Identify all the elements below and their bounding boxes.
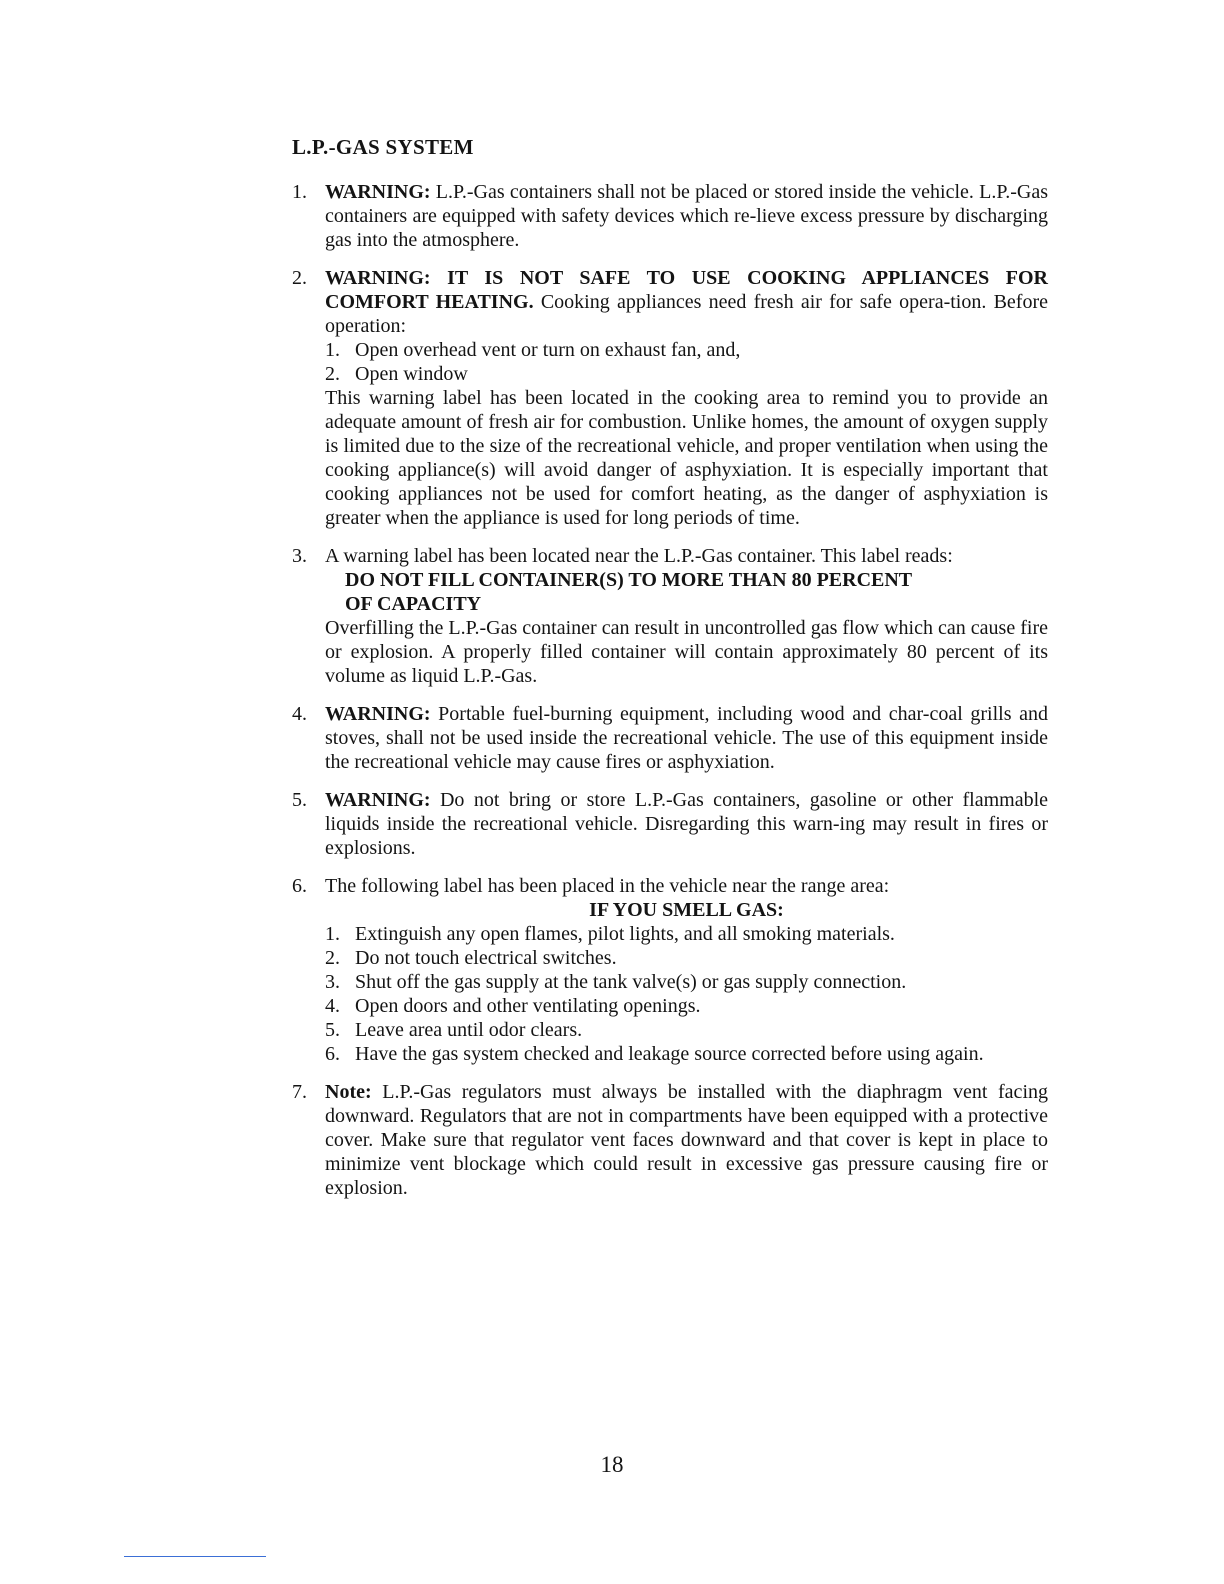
list-item-4 — [292, 702, 1048, 774]
sub-step-number: 1. — [325, 923, 340, 945]
list-item-7 — [292, 1080, 1048, 1200]
sub-step — [325, 338, 1048, 362]
item-label: WARNING: — [325, 789, 431, 811]
sub-step-text: Leave area until odor clears. — [355, 1019, 583, 1041]
item-text: The following label has been placed in the vehicle near the range area: — [325, 875, 890, 897]
sub-step — [325, 1018, 1048, 1042]
item-number: 2. — [292, 267, 307, 289]
item-label: WARNING: IT IS NOT SAFE TO USE COOKING APPLIANCES FOR COMFORT HEATING. — [325, 267, 1048, 313]
sub-step — [325, 1042, 1048, 1066]
sub-step-number: 2. — [325, 363, 340, 385]
warning-list — [292, 180, 1048, 1214]
page-number: 18 — [600, 1452, 624, 1477]
item-number: 5. — [292, 789, 307, 811]
sub-step — [325, 946, 1048, 970]
list-item-3 — [292, 544, 1048, 688]
section-heading: L.P.-GAS SYSTEM — [292, 135, 474, 159]
footer-rule — [124, 1556, 266, 1557]
sub-step-text: Shut off the gas supply at the tank valve(s) or gas supply connection. — [355, 971, 907, 993]
item-number: 4. — [292, 703, 307, 725]
sub-step — [325, 362, 1048, 386]
item-number: 3. — [292, 545, 307, 567]
label-text-line-2: OF CAPACITY — [345, 593, 482, 615]
sub-step-number: 6. — [325, 1043, 340, 1065]
list-item-6 — [292, 874, 1048, 1066]
item-label: WARNING: — [325, 181, 431, 203]
list-item-1 — [292, 180, 1048, 252]
gas-label-heading: IF YOU SMELL GAS: — [589, 899, 784, 921]
sub-step — [325, 970, 1048, 994]
sub-step-number: 3. — [325, 971, 340, 993]
sub-step — [325, 994, 1048, 1018]
item-text: L.P.-Gas regulators must always be installed with the diaphragm vent facing downward. Regulators that are not in compartments have been equipped with a protective cover. Make sure that regulator vent faces downward and that cover is kept in place to minimize vent blockage which could result in excessive gas pressure causing fire or explosion. — [325, 1081, 1048, 1199]
sub-step-text: Open doors and other ventilating openings. — [355, 995, 701, 1017]
sub-step-number: 2. — [325, 947, 340, 969]
list-item-2 — [292, 266, 1048, 530]
sub-step-text: Have the gas system checked and leakage source corrected before using again. — [355, 1043, 984, 1065]
item-text: Portable fuel-burning equipment, including wood and char-coal grills and stoves, shall not be used inside the recreational vehicle. The use of this equipment inside the recreational vehicle may cause fires or asphyxiation. — [325, 703, 1048, 773]
item-paragraph: Overfilling the L.P.-Gas container can result in uncontrolled gas flow which can cause fire or explosion. A properly filled container will contain approximately 80 percent of its volume as liquid L.P.-Gas. — [325, 617, 1048, 687]
sub-step-text: Extinguish any open flames, pilot lights, and all smoking materials. — [355, 923, 895, 945]
item-number: 6. — [292, 875, 307, 897]
list-item-5 — [292, 788, 1048, 860]
sub-step-number: 1. — [325, 339, 340, 361]
item-number: 1. — [292, 181, 307, 203]
item-number: 7. — [292, 1081, 307, 1103]
label-text-line-1: DO NOT FILL CONTAINER(S) TO MORE THAN 80 PERCENT — [345, 569, 913, 591]
sub-step-number: 5. — [325, 1019, 340, 1041]
item-text: Cooking appliances need fresh air for safe opera-tion. Before operation: — [325, 291, 1048, 337]
item-paragraph: This warning label has been located in the cooking area to remind you to provide an adequate amount of fresh air for combustion. Unlike homes, the amount of oxygen supply is limited due to the size of the recreational vehicle, and proper ventilation when using the cooking appliance(s) will avoid danger of asphyxiation. It is especially important that cooking appliances not be used for comfort heating, as the danger of asphyxiation is greater when the appliance is used for long periods of time. — [325, 387, 1048, 529]
item-label: Note: — [325, 1081, 372, 1103]
item-text: Do not bring or store L.P.-Gas containers, gasoline or other flammable liquids inside the recreational vehicle. Disregarding this warn-ing may result in fires or explosions. — [325, 789, 1048, 859]
item-label: WARNING: — [325, 703, 431, 725]
sub-step — [325, 922, 1048, 946]
item-text: A warning label has been located near the L.P.-Gas container. This label reads: — [325, 545, 953, 567]
item-text: L.P.-Gas containers shall not be placed or stored inside the vehicle. L.P.-Gas containers are equipped with safety devices which re-lieve excess pressure by discharging gas into the atmosphere. — [325, 181, 1048, 251]
sub-step-number: 4. — [325, 995, 340, 1017]
sub-step-text: Open window — [355, 363, 468, 385]
sub-step-text: Do not touch electrical switches. — [355, 947, 617, 969]
sub-step-text: Open overhead vent or turn on exhaust fan, and, — [355, 339, 741, 361]
